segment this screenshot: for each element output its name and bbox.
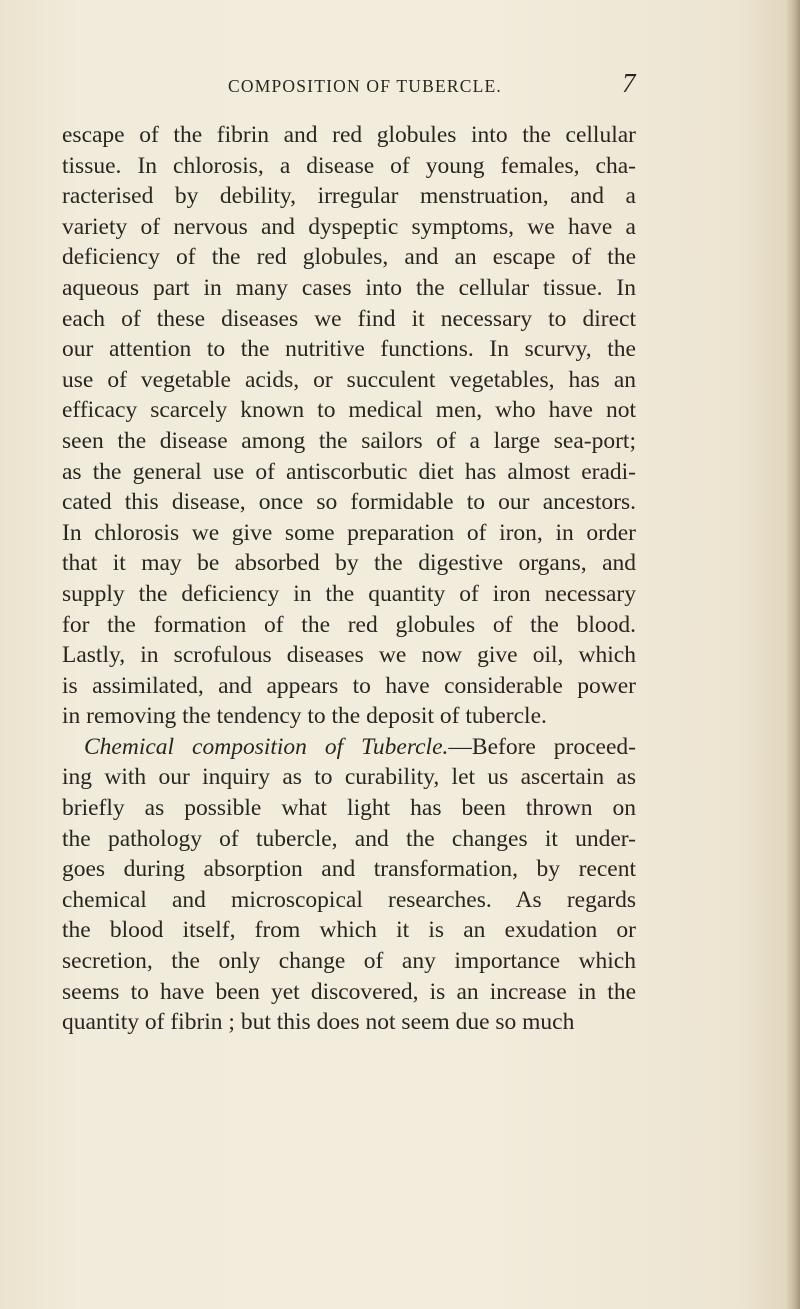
section-heading: Chemical composition of Tubercle. [84, 733, 449, 760]
text-line: aqueous part in many cases into the cellular tissue. In [62, 274, 636, 301]
text-line: use of vegetable acids, or succulent vegetables, has an [62, 366, 636, 393]
text-line: In chlorosis we give some preparation of iron, in order [62, 519, 636, 546]
body-text [62, 120, 636, 1038]
text-line: seen the disease among the sailors of a large sea-port; [62, 427, 636, 454]
text-line: deficiency of the red globules, and an escape of the [62, 244, 636, 271]
text-line: cated this disease, once so formidable to our ancestors. [62, 489, 636, 516]
text-line: that it may be absorbed by the digestive organs, and [62, 550, 636, 577]
text-line: in removing the tendency to the deposit of tubercle. [62, 703, 547, 730]
text-line: chemical and microscopical researches. As regards [62, 886, 636, 913]
text-line: the pathology of tubercle, and the changes it under- [62, 825, 636, 852]
text-line: is assimilated, and appears to have considerable power [62, 672, 636, 699]
running-title: COMPOSITION OF TUBERCLE. [228, 76, 502, 96]
text-line: secretion, the only change of any importance which [62, 948, 636, 975]
text-line: as the general use of antiscorbutic diet has almost eradi- [62, 458, 636, 485]
text-line: racterised by debility, irregular menstruation, and a [62, 183, 636, 210]
text-line: goes during absorption and transformation, by recent [62, 856, 636, 883]
text-line: efficacy scarcely known to medical men, who have not [62, 397, 636, 424]
text-line: seems to have been yet discovered, is an increase in the [62, 978, 636, 1005]
text-line: ing with our inquiry as to curability, let us ascertain as [62, 764, 636, 791]
text-line: tissue. In chlorosis, a disease of young females, cha- [62, 152, 636, 179]
page-edge-shadow [786, 0, 800, 1309]
text-line: supply the deficiency in the quantity of iron necessary [62, 580, 636, 607]
text-line: quantity of fibrin ; but this does not seem due so much [62, 1009, 575, 1036]
text-line: our attention to the nutritive functions. In scurvy, the [62, 336, 636, 363]
section-heading-continuation: —Before proceed- [448, 733, 636, 760]
text-line: escape of the fibrin and red globules into the cellular [62, 122, 636, 148]
text-line: variety of nervous and dyspeptic symptoms, we have a [62, 213, 636, 240]
text-line: the blood itself, from which it is an exudation or [62, 917, 636, 944]
page-number: 7 [622, 68, 636, 98]
running-head [0, 68, 800, 102]
text-line: each of these diseases we find it necessary to direct [62, 305, 636, 332]
section-heading-line [62, 732, 636, 763]
text-line: Lastly, in scrofulous diseases we now give oil, which [62, 642, 636, 669]
text-line: briefly as possible what light has been thrown on [62, 795, 636, 822]
text-line: for the formation of the red globules of the blood. [62, 611, 636, 638]
